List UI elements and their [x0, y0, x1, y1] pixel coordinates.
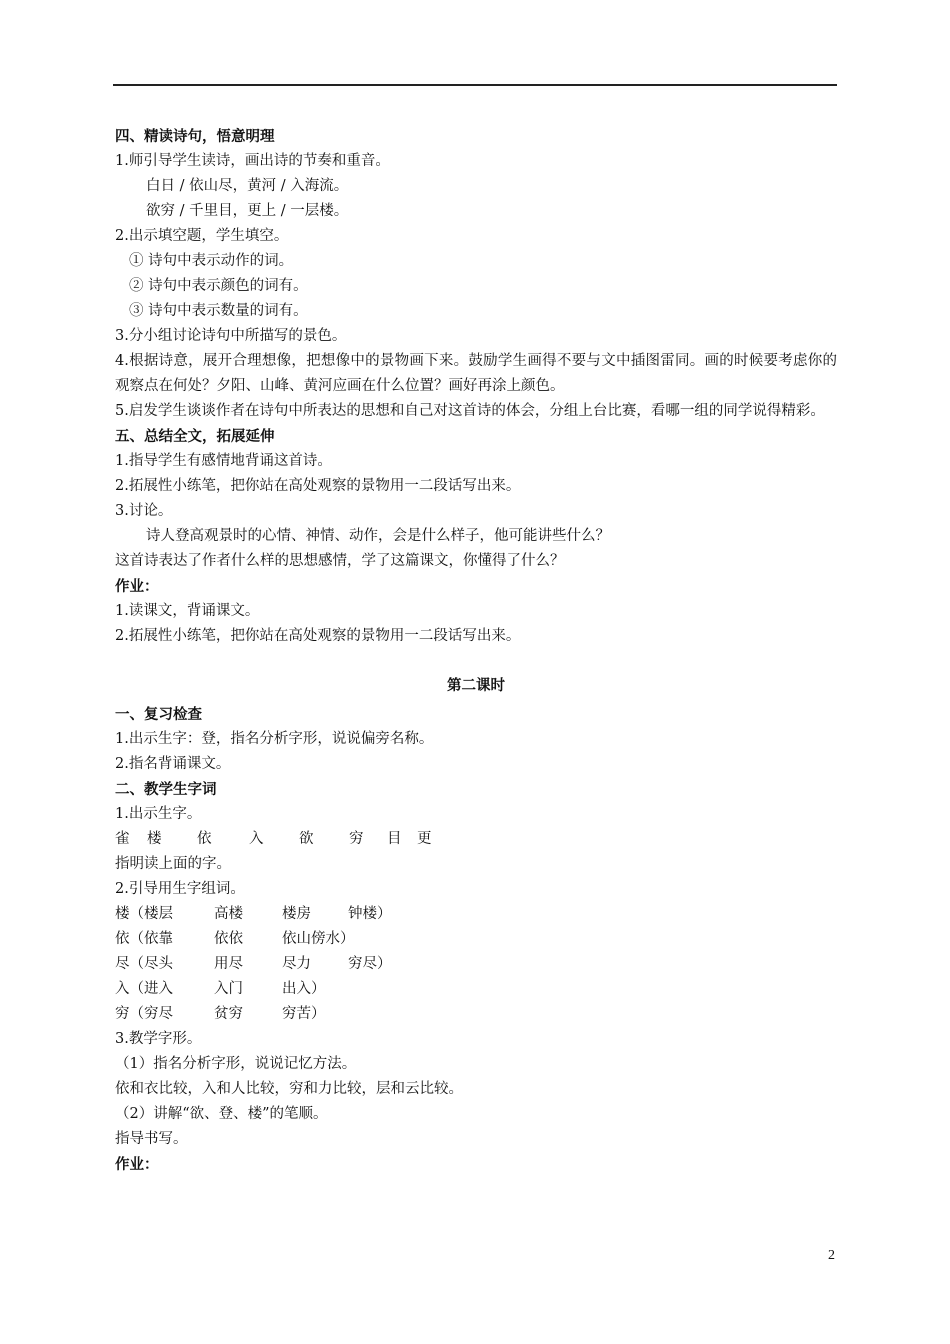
list-item: 1.读课文，背诵课文。: [115, 603, 260, 619]
character: 穷: [349, 831, 364, 847]
list-item: 2.拓展性小练笔，把你站在高处观察的景物用一二段话写出来。: [115, 628, 521, 644]
word-row: [115, 952, 837, 977]
list-item: 4.根据诗意，展开合理想像，把想像中的景物画下来。鼓励学生画得不要与文中插图雷同。画的时候要考虑你的观察点在何处？夕阳、山峰、黄河应画在什么位置？画好再涂上颜色。: [115, 353, 837, 394]
word-row: [115, 927, 837, 952]
word: 贫穷: [214, 1006, 243, 1022]
word: 穷（穷尽: [115, 1006, 173, 1022]
list-item: 3.讨论。: [115, 503, 173, 519]
lesson-title: 第二课时: [447, 677, 505, 694]
guide-text: 指导书写。: [115, 1131, 188, 1147]
list-item: 5.启发学生谈谈作者在诗句中所表达的思想和自己对这首诗的体会，分组上台比赛，看哪一组的同学说得精彩。: [115, 403, 825, 419]
list-item: 3.分小组讨论诗句中所描写的景色。: [115, 328, 347, 344]
compare-text: 依和衣比较，入和人比较，穷和力比较，层和云比较。: [115, 1081, 463, 1097]
character: 楼: [147, 831, 162, 847]
sub-item: （2）讲解“欲、登、楼”的笔顺。: [115, 1106, 328, 1122]
word: 高楼: [214, 906, 243, 922]
word: 依依: [214, 931, 243, 947]
fill-item: ② 诗句中表示颜色的词有。: [129, 278, 308, 294]
fill-item: ③ 诗句中表示数量的词有。: [129, 303, 308, 319]
list-item: 2.引导用生字组词。: [115, 881, 245, 897]
discussion-question: 这首诗表达了作者什么样的思想感情，学了这篇课文，你懂得了什么？: [115, 553, 565, 569]
word: 依（依靠: [115, 931, 173, 947]
word: 尽（尽头: [115, 956, 173, 972]
character-row: [115, 827, 837, 852]
poem-line: 欲穷 / 千里目，更上 / 一层楼。: [146, 203, 349, 219]
character: 依: [197, 831, 212, 847]
page-number: 2: [828, 1248, 835, 1263]
list-item: 3.教学字形。: [115, 1031, 202, 1047]
homework-heading: 作业：: [115, 1156, 159, 1173]
word: 穷尽）: [348, 956, 392, 972]
list-item: 1.师引导学生读诗，画出诗的节奏和重音。: [115, 153, 390, 169]
word-row: [115, 902, 837, 927]
document-body: [115, 124, 837, 1177]
list-item: 2.出示填空题，学生填空。: [115, 228, 289, 244]
list-item: 1.指导学生有感情地背诵这首诗。: [115, 453, 332, 469]
poem-line: 白日 / 依山尽，黄河 / 入海流。: [146, 178, 349, 194]
word-row: [115, 1002, 837, 1027]
word: 入门: [214, 981, 243, 997]
section-heading: 一、复习检查: [115, 706, 202, 723]
word: 楼（楼层: [115, 906, 173, 922]
section-heading: 四、精读诗句，悟意明理: [115, 128, 275, 145]
list-item: 2.指名背诵课文。: [115, 756, 231, 772]
sub-item: （1）指名分析字形，说说记忆方法。: [115, 1056, 357, 1072]
character: 更: [417, 831, 432, 847]
character: 入: [249, 831, 264, 847]
word: 入（进入: [115, 981, 173, 997]
read-note: 指明读上面的字。: [115, 856, 231, 872]
word: 楼房: [282, 906, 311, 922]
word: 用尽: [214, 956, 243, 972]
discussion-text: 诗人登高观景时的心情、神情、动作，会是什么样子，他可能讲些什么？: [146, 528, 610, 544]
fill-item: ① 诗句中表示动作的词。: [129, 253, 294, 269]
list-item: 2.拓展性小练笔，把你站在高处观察的景物用一二段话写出来。: [115, 478, 521, 494]
word: 穷苦）: [282, 1006, 326, 1022]
word-row: [115, 977, 837, 1002]
list-item: 1.出示生字。: [115, 806, 202, 822]
word: 出入）: [282, 981, 326, 997]
character: 目: [387, 831, 402, 847]
character: 欲: [299, 831, 314, 847]
header-rule: [113, 84, 837, 86]
character: 雀: [115, 831, 130, 847]
section-heading: 二、教学生字词: [115, 781, 217, 798]
word: 依山傍水）: [282, 931, 355, 947]
word: 尽力: [282, 956, 311, 972]
word: 钟楼）: [348, 906, 392, 922]
section-heading: 五、总结全文，拓展延伸: [115, 428, 275, 445]
list-item: 1.出示生字：登，指名分析字形，说说偏旁名称。: [115, 731, 434, 747]
homework-heading: 作业：: [115, 578, 159, 595]
